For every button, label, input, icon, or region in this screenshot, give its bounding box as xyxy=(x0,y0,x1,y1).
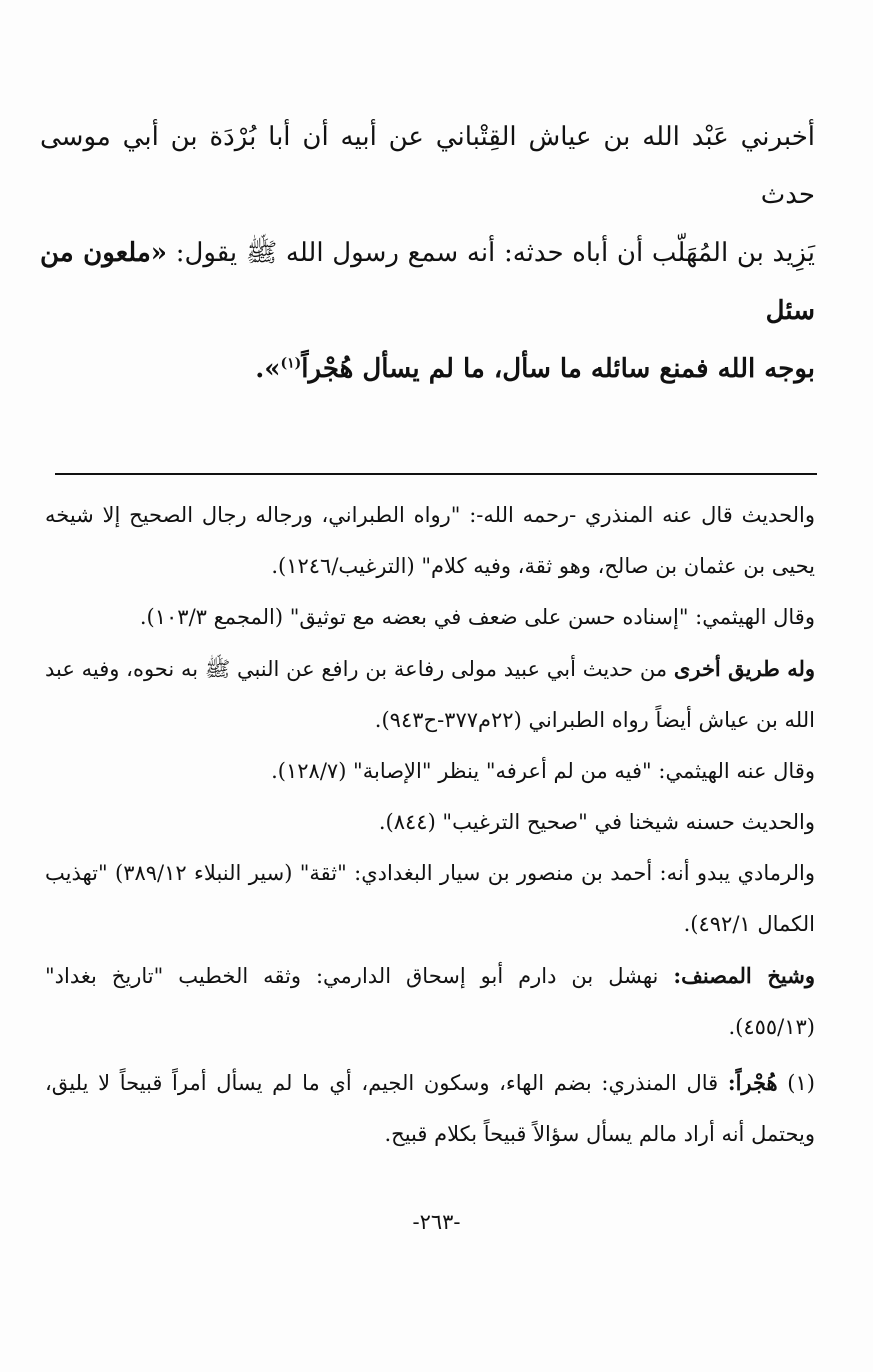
footnote-reference: (١) xyxy=(280,355,302,372)
page-number: -٢٦٣- xyxy=(412,1210,461,1234)
closing-quote: ». xyxy=(255,354,281,384)
note-7 xyxy=(45,950,815,1053)
note-5: والحديث حسنه شيخنا في "صحيح الترغيب" (٨٤٤). xyxy=(378,810,815,834)
note-7-heading: وشيخ المصنف: xyxy=(673,963,815,988)
main-line-3 xyxy=(40,340,815,398)
note-7-text: نهشل بن دارم أبو إسحاق الدارمي: وثقه الخطيب "تاريخ بغداد" (٤٥٥/١٣). xyxy=(45,964,815,1039)
footnote-1 xyxy=(45,1057,815,1160)
main-line-2 xyxy=(40,224,815,340)
note-4: وقال عنه الهيثمي: "فيه من لم أعرفه" ينظر "الإصابة" (١٢٨/٧). xyxy=(271,759,815,783)
main-line-1-text: أخبرني عَبْد الله بن عياش القِتْباني عن أبيه أن أبا بُرْدَة بن أبي موسى حدث xyxy=(40,122,815,210)
main-line-1 xyxy=(40,108,815,224)
note-6: والرمادي يبدو أنه: أحمد بن منصور بن سيار البغدادي: "ثقة" (سير النبلاء ٣٨٩/١٢) "تهذيب الكمال ٤٩٢/١). xyxy=(45,861,815,936)
note-2: وقال الهيثمي: "إسناده حسن على ضعف في بعضه مع توثيق" (المجمع ١٠٣/٣). xyxy=(139,605,815,629)
main-line-2-text: يَزِيد بن المُهَلّب أن أباه حدثه: أنه سمع رسول الله ﷺ يقول: xyxy=(167,238,816,268)
hadith-text-end: بوجه الله فمنع سائله ما سأل، ما لم يسأل هُجْراً xyxy=(301,354,815,384)
footnote-text: قال المنذري: بضم الهاء، وسكون الجيم، أي ما لم يسأل أمراً قبيحاً لا يليق، ويحتمل أنه أراد مالم يسأل سؤالاً قبيحاً بكلام قبيح. xyxy=(45,1071,815,1146)
note-3-heading: وله طريق أخرى xyxy=(673,656,815,681)
note-3 xyxy=(45,643,815,746)
footnote-marker: (١) xyxy=(787,1071,815,1095)
hadith-text-start: «ملعون من سئل xyxy=(40,238,815,326)
note-1: والحديث قال عنه المنذري -رحمه الله-: "رواه الطبراني، ورجاله رجال الصحيح إلا شيخه يحيى بن عثمان بن صالح، وهو ثقة، وفيه كلام" (الترغيب/١٢٤٦). xyxy=(45,503,815,578)
footnote-divider xyxy=(55,473,817,475)
note-3-text: من حديث أبي عبيد مولى رفاعة بن رافع عن النبي ﷺ به نحوه، وفيه عبد الله بن عياش أيضاً رواه الطبراني (٢٢م٣٧٧-ح٩٤٣). xyxy=(45,657,815,732)
footnote-term: هُجْراً: xyxy=(727,1070,778,1095)
main-text xyxy=(40,108,815,398)
notes-section xyxy=(45,490,815,1160)
